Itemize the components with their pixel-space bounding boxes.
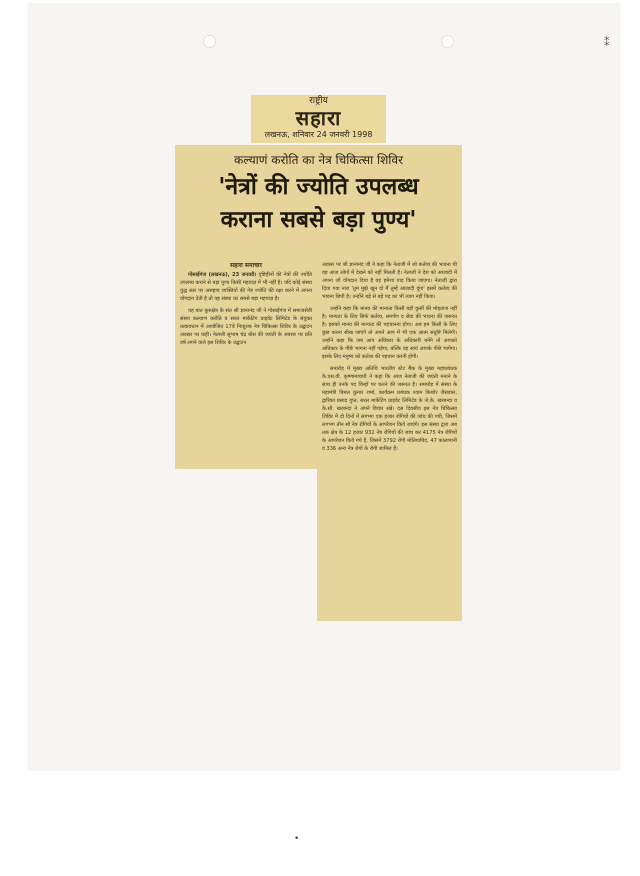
main-headline	[175, 170, 462, 236]
headline-line-1: 'नेत्रों की ज्योति उपलब्ध	[218, 173, 419, 200]
masthead-name: सहारा	[295, 106, 342, 130]
article-paragraph: समारोह में मुख्य अतिथि भारतीय स्टेट बैंक के मुख्य महाप्रबंधक के.एस.वी. कृष्णामाचारी ने कहा कि आज नेताजी की जयंती मनाने के साथ ही उनके पद चिन्हों पर चलने की जरूरत है। समारोह में संस्था के महामंत्री बिमल कुमार शर्मा, कार्यक्रम प्रबंधक श्याम किशोर जैसवाल, द्वारिका प्रसाद गुप्त, सरल मार्केटिंग प्राइवेट लिमिटेड के जे.के. खरबन्दा व के.सी. खरबन्दा ने अपने विचार रखे। दस दिवसीय इस नेत्र चिकित्सा शिविर में दो दिनों में लगभग एक हजार रोगियों की जांच की गयी, जिसमें लगभग तीन सौ नेत्र रोगियों के आपरेशन किये जाएंगे। इस संस्था द्वारा अब तक क्षेत्र के 12 हजार 932 नेत्र रोगियों की जांच कर 4175 नेत्र रोगियों के आपरेशन किये गये हैं, जिसमें 3792 रोगी मोतियाबिंद, 47 कालापानी व 336 अन्य नेत्र रोगों के रोगी शामिल हैं।	[322, 366, 457, 452]
footer-mark: •	[294, 834, 300, 844]
headline-line-2: कराना सबसे बड़ा पुण्य'	[220, 206, 417, 233]
headline-block	[175, 145, 462, 257]
article-dateline: गोसाईगंज (लखनऊ), 23 जनवरी।	[188, 272, 257, 278]
news-agency-credit: सहारा समाचार	[230, 262, 262, 269]
article-paragraph	[180, 271, 312, 303]
punch-hole-right	[441, 35, 454, 48]
article-paragraph: उन्होंने कहा कि मानव की मान्यता किसी बड़ी कुर्सी की मोहताज नहीं है। मान्यता के लिए सिर्फ कर्तव्य, समर्पण व सेवा की भावना की जरूरत है। इसको मानव की मान्यता की पहचानना होगा। अब हम किसी के लिए कुछ करना सीख जाएंगे तो अपने आप में भी एक आत्म संतुष्टि मिलेगी। उन्होंने कहा कि जब आप अधिकार के अधिकारी बनेंगे तो आपको अधिकार के पीछे भागना नहीं पड़ेगा, बल्कि वह स्वयं आपके पीछे भागेगा। इसके लिए मनुष्य को कर्तव्य की पहचान करनी होगी।	[322, 306, 457, 360]
article-column-right	[317, 257, 462, 621]
article-paragraph: यह बात कुरुक्षेत्र के संत श्री ज्ञानानंद जी ने गोसाईगंज में समाजसेवी संस्था कल्याणं करोति व सरल मार्केटिंग प्राइवेट लिमिटेड के संयुक्त तत्वावधान में आयोजित 17वें निःशुल्क नेत्र चिकित्सा शिविर के उद्घाटन अवसर पर कही। नेताजी सुभाष चंद्र बोस की जयंती के अवसर पर प्रति वर्ष लगने वाले इस शिविर के उद्घाटन	[180, 308, 312, 346]
masthead-date-line: लखनऊ, शनिवार 24 जनवरी 1998	[264, 130, 373, 139]
corner-mark: ⁑	[604, 36, 610, 49]
article-paragraph-text: दृष्टिहीनों की नेत्रों की ज्योति उपलब्ध कराने से बड़ा पुण्य किसी महायज्ञ में भी नहीं है। यदि कोई संस्था युद्ध स्तर पर असहाय व्यक्तियों की नेत्र ज्योति की रक्षा करने में अपना योगदान देती है तो वह संस्था का सबसे बड़ा महायज्ञ है।	[180, 272, 312, 302]
headline-kicker: कल्याणं करोति का नेत्र चिकित्सा शिविर	[234, 153, 403, 167]
punch-hole-left	[203, 35, 216, 48]
masthead-top-line: राष्ट्रीय	[309, 96, 328, 106]
article-column-left	[175, 257, 317, 469]
article-paragraph: अवसर पर श्री ज्ञानानंद जी ने कहा कि नेताजी में जो कर्तव्य की भावना थी वह आज लोगों में देखने को नहीं मिलती है। नेताजी ने देश को आजादी में अपना जो योगदान दिया है वह हमेशा याद किया जाएगा। नेताजी द्वारा दिया गया नारा 'तुम मुझे खून दो मैं तुम्हें आजादी दूंगा' इसमें कर्तव्य की भावना छिपी है। उन्होंने बड़े से बड़े पद का भी त्याग नहीं किया।	[322, 262, 457, 300]
newspaper-masthead	[251, 95, 386, 143]
